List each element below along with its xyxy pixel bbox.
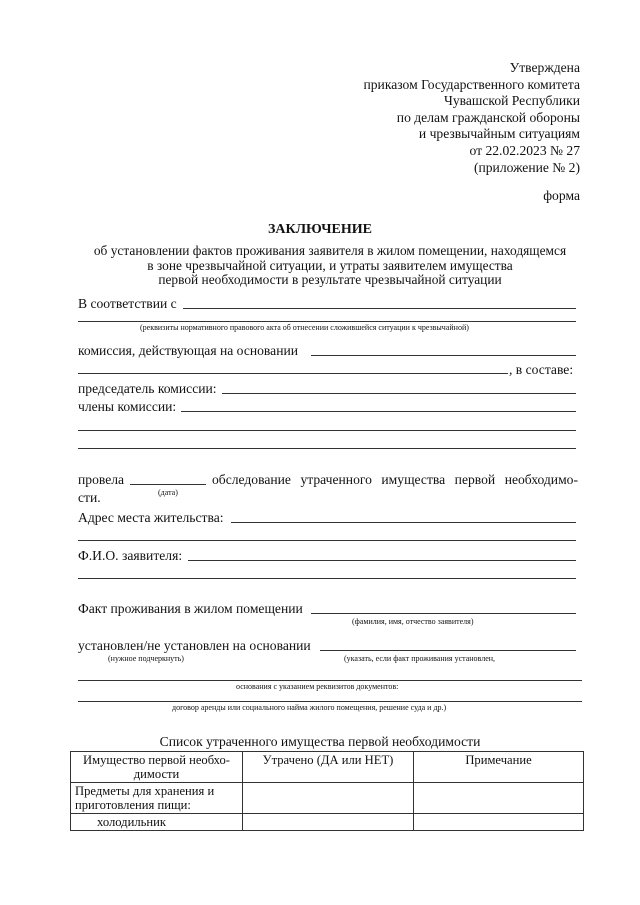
residence-fact-line[interactable]: [311, 613, 576, 614]
accordance-hint: (реквизиты нормативного правового акта об отнесении сложившейся ситуации к чрезвычайной): [140, 323, 469, 332]
survey-text: обследование утраченного имущества первой необходимо-: [212, 472, 578, 487]
address-line-2[interactable]: [78, 540, 576, 541]
table-cell[interactable]: [414, 814, 584, 831]
applicant-label: Ф.И.О. заявителя:: [78, 548, 183, 563]
commission-basis-line-2[interactable]: [78, 373, 508, 374]
docs-hint: основания с указанием реквизитов документов:: [236, 682, 399, 691]
established-label: установлен/не установлен на основании: [78, 638, 311, 653]
subtitle-line: об установлении фактов проживания заявителя в жилом помещении, находящемся: [93, 243, 567, 258]
property-list-caption: Список утраченного имущества первой необходимости: [159, 734, 481, 749]
composition-label: , в составе:: [509, 362, 574, 377]
address-line[interactable]: [231, 522, 576, 523]
header-line: Утверждена: [509, 60, 580, 75]
property-table: [70, 751, 584, 831]
table-cell[interactable]: [243, 783, 414, 814]
basis-hint: (указать, если факт проживания установлен,: [344, 654, 496, 663]
address-label: Адрес места жительства:: [78, 510, 224, 525]
lease-hint: договор аренды или социального найма жилого помещения, решение суда и др.): [172, 703, 447, 712]
members-label: члены комиссии:: [78, 399, 177, 414]
conducted-label: провела: [78, 472, 125, 487]
date-line[interactable]: [130, 484, 206, 485]
members-line-2[interactable]: [78, 430, 576, 431]
header-line: Чувашской Республики: [444, 93, 580, 109]
header-cell: Утрачено (ДА или НЕТ): [243, 752, 414, 783]
accordance-label: В соответствии с: [78, 296, 177, 311]
header-line: приказом Государственного комитета: [363, 76, 580, 92]
date-hint: (дата): [158, 488, 178, 497]
underline-hint: (нужное подчеркнуть): [108, 654, 184, 663]
commission-basis-line[interactable]: [311, 355, 576, 356]
established-line[interactable]: [320, 650, 576, 651]
members-line-3[interactable]: [78, 448, 576, 449]
subtitle-line: первой необходимости в результате чрезвычайной ситуации: [158, 272, 502, 288]
table-cell[interactable]: [414, 783, 584, 814]
header-line: и чрезвычайным ситуациям: [418, 126, 580, 142]
commission-label: комиссия, действующая на основании: [78, 343, 299, 358]
table-cell[interactable]: [243, 814, 414, 831]
header-cell: Примечание: [414, 752, 584, 783]
table-cell: Предметы для хранения и приготовления пищи:: [71, 783, 243, 814]
approval-header: [363, 60, 580, 176]
residence-hint: (фамилия, имя, отчество заявителя): [352, 617, 474, 626]
applicant-line[interactable]: [188, 560, 576, 561]
table-row: [71, 814, 584, 831]
survey-end: сти.: [78, 490, 101, 505]
chairman-label: председатель комиссии:: [78, 381, 217, 396]
table-cell: холодильник: [71, 814, 243, 831]
members-line[interactable]: [181, 411, 576, 412]
document-title: ЗАКЛЮЧЕНИЕ: [267, 222, 373, 237]
document-subtitle: [70, 244, 590, 288]
form-label: форма: [543, 188, 580, 203]
table-row: [71, 783, 584, 814]
basis-line-2[interactable]: [78, 680, 582, 681]
header-line: от 22.02.2023 № 27: [469, 142, 580, 158]
accordance-line[interactable]: [183, 308, 576, 309]
basis-line-3[interactable]: [78, 701, 582, 702]
residence-fact-label: Факт проживания в жилом помещении: [78, 601, 303, 616]
header-cell: Имущество первой необхо-димости: [71, 752, 243, 783]
applicant-line-2[interactable]: [78, 578, 576, 579]
subtitle-line: в зоне чрезвычайной ситуации, и утраты заявителем имущества: [147, 257, 513, 273]
header-line: (приложение № 2): [473, 159, 580, 175]
chairman-line[interactable]: [222, 393, 576, 394]
accordance-line-2[interactable]: [78, 321, 576, 322]
header-line: по делам гражданской обороны: [396, 109, 580, 125]
table-header-row: [71, 752, 584, 783]
